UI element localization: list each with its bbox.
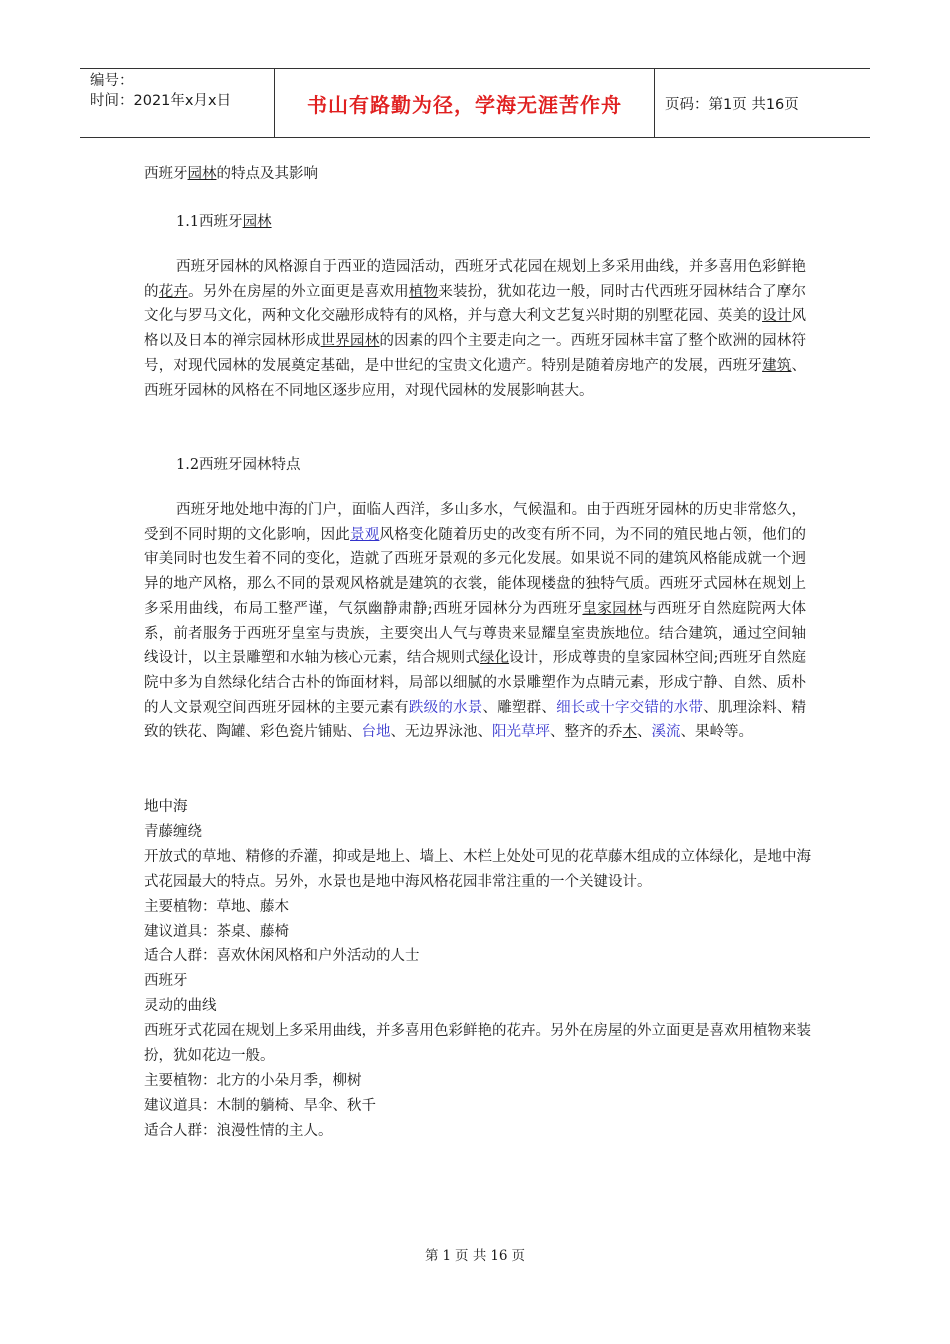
link-greening[interactable]: 绿化	[479, 650, 510, 667]
link-flowers[interactable]: 花卉	[158, 283, 189, 300]
link-world-gardens[interactable]: 世界园林	[320, 333, 380, 350]
motto: 书山有路勤为径，学海无涯苦作舟	[307, 92, 622, 117]
link-plants[interactable]: 植物	[408, 283, 439, 300]
link-royal-gardens[interactable]: 皇家园林	[582, 600, 643, 617]
style-description: 开放式的草地、精修的乔灌，抑或是地上、墙上、木栏上处处可见的花草藤木组成的立体绿化，是地中海式花园最大的特点。另外，水景也是地中海风格花园非常注重的一个关键设计。	[144, 848, 811, 890]
footer-page-number: 1	[442, 1248, 452, 1264]
link-garden-2[interactable]: 园林	[242, 214, 272, 230]
link-garden[interactable]: 园林	[187, 166, 217, 182]
footer-total-pages: 16	[490, 1248, 508, 1264]
link-design[interactable]: 设计	[762, 308, 792, 325]
style-notes	[144, 795, 819, 1144]
page-footer: 第 1 页 共 16 页	[424, 1248, 526, 1264]
main-plants: 主要植物：北方的小朵月季，柳树	[144, 1072, 362, 1089]
suitable-people: 适合人群：浪漫性情的主人。	[144, 1122, 333, 1139]
section-1-1-heading: 1.1西班牙园林	[176, 214, 272, 230]
header-table	[80, 68, 870, 138]
link-streams[interactable]: 溪流	[651, 724, 681, 741]
link-architecture[interactable]: 建筑	[762, 357, 792, 374]
time-label: 时间：2021年x月x日	[90, 93, 232, 109]
number-label: 编号：	[90, 73, 134, 89]
header-left-cell	[80, 69, 275, 137]
style-heading-mediterranean: 地中海	[144, 799, 188, 815]
section-1-2-heading: 1.2西班牙园林特点	[176, 457, 301, 473]
link-tiered-water[interactable]: 跌级的水景	[408, 699, 483, 716]
paragraph-2: 西班牙地处地中海的门户，面临人西洋，多山多水，气候温和。由于西班牙园林的历史非常悠久，受到不同时期的文化影响，因此景观风格变化随着历史的改变有所不同，为不同的殖民地占领，他们的审美同时也发生着不同的变化，造就了西班牙景观的多元化发展。如果说不同的建筑风格能成就一个迥异的地产风格，那么不同的景观风格就是建筑的衣裳，能体现楼盘的独特气质。西班牙式园林在规划上多采用曲线，布局工整严谨，气氛幽静肃静;西班牙园林分为西班牙皇家园林与西班牙自然庭院两大体系，前者服务于西班牙皇室与贵族，主要突出人气与尊贵来显耀皇室贵族地位。结合建筑，通过空间轴线设计，以主景雕塑和水轴为核心元素，结合规则式绿化设计，形成尊贵的皇家园林空间;西班牙自然庭院中多为自然绿化结合古朴的饰面材料，局部以细腻的水景雕塑作为点睛元素，形成宁静、自然、质朴的人文景观空间西班牙园林的主要元素有跌级的水景、雕塑群、细长或十字交错的水带、肌理涂料、精致的铁花、陶罐、彩色瓷片铺贴、台地、无边界泳池、阳光草坪、整齐的乔木、溪流、果岭等。	[144, 502, 807, 741]
link-sunny-lawn[interactable]: 阳光草坪	[492, 724, 550, 741]
link-landscape[interactable]: 景观	[350, 526, 380, 543]
suggested-props: 建议道具：木制的躺椅、旱伞、秋千	[144, 1097, 376, 1114]
header-motto-cell	[275, 69, 655, 137]
style-description: 西班牙式花园在规划上多采用曲线，并多喜用色彩鲜艳的花卉。另外在房屋的外立面更是喜欢用植物来装扮，犹如花边一般。	[144, 1023, 811, 1065]
style-subheading: 灵动的曲线	[144, 998, 217, 1015]
paragraph-1: 西班牙园林的风格源自于西亚的造园活动，西班牙式花园在规划上多采用曲线，并多喜用色彩鲜艳的花卉。另外在房屋的外立面更是喜欢用植物来装扮，犹如花边一般，同时古代西班牙园林结合了摩尔文化与罗马文化，两种文化交融形成特有的风格，并与意大利文艺复兴时期的别墅花园、英美的设计风格以及日本的禅宗园林形成世界园林的因素的四个主要走向之一。西班牙园林丰富了整个欧洲的园林符号，对现代园林的发展奠定基础，是中世纪的宝贵文化遗产。特别是随着房地产的发展，西班牙建筑、西班牙园林的风格在不同地区逐步应用，对现代园林的发展影响甚大。	[144, 259, 807, 399]
link-trees[interactable]: 木	[622, 724, 637, 741]
page-info: 页码：第1页 共16页	[665, 96, 799, 113]
style-subheading: 青藤缠绕	[144, 823, 202, 840]
style-heading-spain: 西班牙	[144, 973, 188, 990]
header-page-cell	[655, 69, 870, 137]
main-plants: 主要植物：草地、藤木	[144, 898, 289, 915]
link-terrace[interactable]: 台地	[361, 724, 391, 741]
suggested-props: 建议道具：茶桌、藤椅	[144, 923, 289, 940]
document-title: 西班牙园林的特点及其影响	[144, 166, 318, 182]
suitable-people: 适合人群：喜欢休闲风格和户外活动的人士	[144, 948, 420, 965]
link-water-channels[interactable]: 细长或十字交错的水带	[556, 699, 704, 716]
